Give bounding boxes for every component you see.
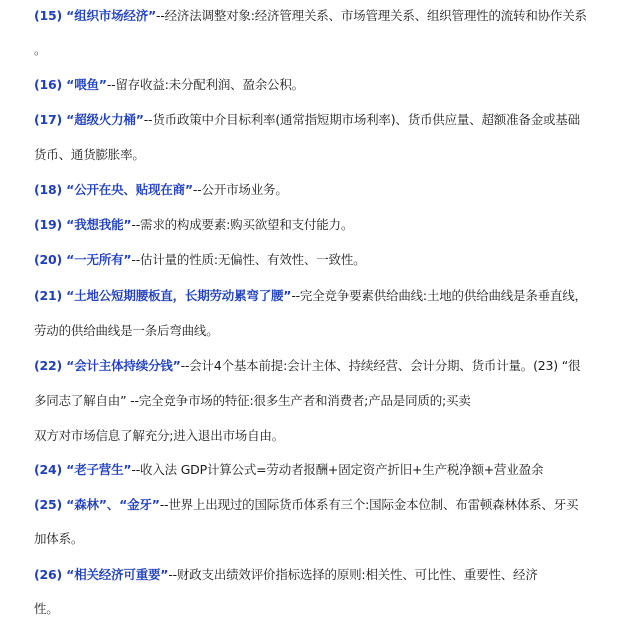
text-line [34, 530, 613, 548]
explanation: --货币政策中介目标利率(通常指短期市场利率)、货币供应量、超额准备金或基础 [143, 112, 580, 127]
explanation: 双方对市场信息了解充分;进入退出市场自由。 [34, 428, 285, 443]
text-line [34, 181, 613, 199]
explanation: 劳动的供给曲线是一条后弯曲线。 [34, 323, 219, 338]
keyword: (16) “喂鱼” [34, 77, 107, 92]
keyword: (26) “相关经济可重要” [34, 567, 169, 582]
keyword: (21) “土地公短期腰板直，长期劳动累弯了腰” [34, 288, 292, 303]
explanation: --估计量的性质:无偏性、有效性、一致性。 [131, 252, 366, 267]
text-line [34, 600, 613, 618]
explanation: --经济法调整对象:经济管理关系、市场管理关系、组织管理性的流转和协作关系 [156, 8, 587, 23]
text-line [34, 322, 613, 340]
text-line [34, 357, 613, 375]
text-line [34, 427, 613, 445]
explanation: --收入法 GDP计算公式=劳动者报酬+固定资产折旧+生产税净额+营业盈余 [131, 462, 544, 477]
explanation: 性。 [34, 601, 59, 616]
explanation: 多同志了解自由” --完全竞争市场的特征:很多生产者和消费者;产品是同质的;买卖 [34, 393, 471, 408]
explanation: --会计4个基本前提:会计主体、持续经营、会计分期、货币计量。(23) “很 [180, 358, 581, 373]
text-line [34, 496, 613, 514]
keyword: (25) “森林”、“金牙” [34, 497, 160, 512]
text-line [34, 7, 613, 25]
keyword: (18) “公开在央、贴现在商” [34, 182, 193, 197]
explanation: --完全竞争要素供给曲线:土地的供给曲线是条垂直线， [291, 288, 587, 303]
text-line [34, 111, 613, 129]
explanation: 。 [34, 42, 47, 57]
explanation: --公开市场业务。 [192, 182, 288, 197]
text-line [34, 76, 613, 94]
explanation: --财政支出绩效评价指标选择的原则:相关性、可比性、重要性、经济 [168, 567, 538, 582]
keyword: (20) “一无所有” [34, 252, 132, 267]
keyword: (15) “组织市场经济” [34, 8, 157, 23]
text-line [34, 566, 613, 584]
explanation: --需求的构成要素:购买欲望和支付能力。 [131, 217, 354, 232]
keyword: (17) “超级火力桶” [34, 112, 144, 127]
explanation: 货币、通货膨胀率。 [34, 147, 145, 162]
explanation: --留存收益:未分配利润、盈余公积。 [106, 77, 304, 92]
explanation: --世界上出现过的国际货币体系有三个:国际金本位制、布雷顿森林体系、牙买 [159, 497, 579, 512]
explanation: 加体系。 [34, 531, 84, 546]
keyword: (19) “我想我能” [34, 217, 132, 232]
keyword: (24) “老子营生” [34, 462, 132, 477]
text-line [34, 41, 613, 59]
text-line [34, 461, 613, 479]
text-line [34, 216, 613, 234]
text-line [34, 287, 613, 305]
keyword: (22) “会计主体持续分钱” [34, 358, 181, 373]
text-line [34, 392, 613, 410]
text-line [34, 146, 613, 164]
text-line [34, 251, 613, 269]
